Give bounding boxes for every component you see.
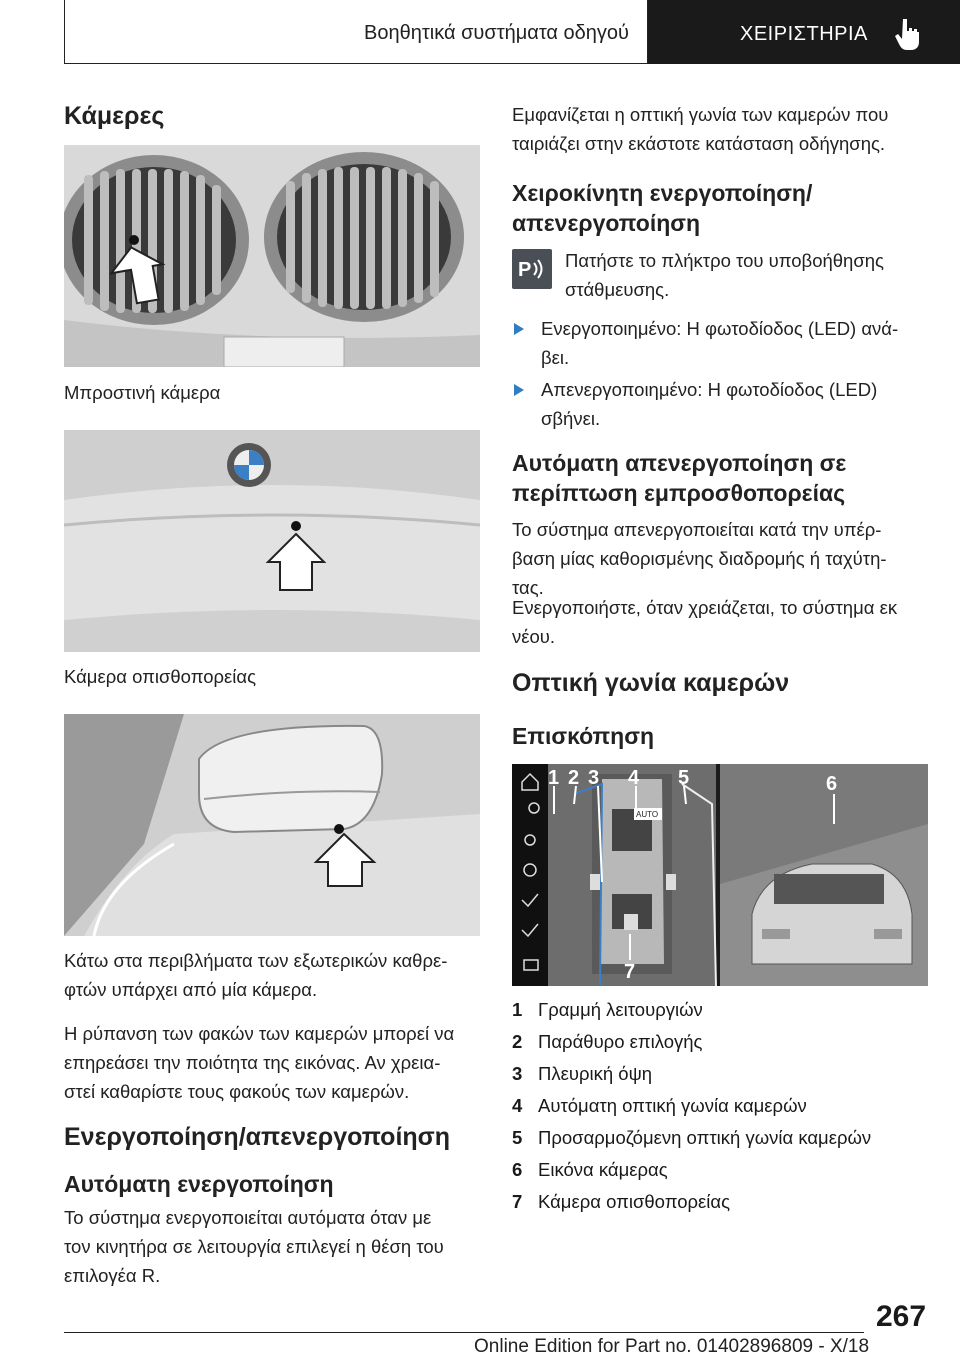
screen-label-6: 6 bbox=[826, 773, 838, 795]
dirt-text-line-2: επηρεάσει την ποιότητα της εικόνας. Αν χρεια- bbox=[64, 1052, 441, 1073]
reactivate-text-line-1: Ενεργοποιήστε, όταν χρειάζεται, το σύστημα εκ bbox=[512, 597, 898, 618]
heading-cameras: Κάμερες bbox=[64, 102, 165, 130]
screen-label-5: 5 bbox=[678, 767, 690, 789]
legend-text: Γραμμή λειτουργιών bbox=[538, 999, 703, 1020]
header-chapter-label: ΧΕΙΡΙΣΤΗΡΙΑ bbox=[740, 23, 868, 45]
auto-text-line-2: τον κινητήρα σε λειτουργία επιλεγεί η θέση του bbox=[64, 1236, 444, 1257]
camera-view-screen bbox=[512, 764, 928, 986]
screen-label-1: 1 bbox=[548, 767, 560, 789]
legend-number: 4 bbox=[512, 1095, 523, 1116]
bullet-2-line-2: σβήνει. bbox=[541, 408, 601, 429]
parking-assist-button-icon bbox=[512, 249, 552, 289]
screen-label-3: 3 bbox=[588, 767, 600, 789]
caption-front-camera: Μπροστινή κάμερα bbox=[64, 382, 221, 403]
auto-off-text-line-3: τας. bbox=[512, 577, 544, 598]
screen-label-4: 4 bbox=[628, 767, 640, 789]
heading-manual-line-1: Χειροκίνητη ενεργοποίηση/ bbox=[512, 180, 813, 206]
legend-number: 3 bbox=[512, 1063, 523, 1084]
heading-auto-off-line-1: Αυτόματη απενεργοποίηση σε bbox=[512, 450, 847, 476]
header-chapter-tab[interactable] bbox=[648, 0, 960, 64]
heading-manual-line-2: απενεργοποίηση bbox=[512, 210, 701, 236]
auto-off-text-line-1: Το σύστημα απενεργοποιείται κατά την υπέρ- bbox=[512, 519, 882, 540]
legend-text: Παράθυρο επιλογής bbox=[538, 1031, 703, 1052]
page-number: 267 bbox=[876, 1300, 927, 1333]
bullet-1-line-2: βει. bbox=[541, 347, 570, 368]
caption-rear-camera: Κάμερα οπισθοπορείας bbox=[64, 666, 256, 687]
legend-text: Εικόνα κάμερας bbox=[538, 1159, 668, 1180]
auto-off-text-line-2: βαση μίας καθορισμένης διαδρομής ή ταχύτη- bbox=[512, 548, 887, 569]
bullet-triangle-icon bbox=[514, 384, 524, 396]
screen-label-2: 2 bbox=[568, 767, 580, 789]
mirror-text-line-2: φτών υπάρχει από μία κάμερα. bbox=[64, 979, 318, 1000]
legend-text: Αυτόματη οπτική γωνία καμερών bbox=[538, 1095, 807, 1116]
mirror-text-line-1: Κάτω στα περιβλήματα των εξωτερικών καθρε- bbox=[64, 950, 448, 971]
screen-label-7: 7 bbox=[624, 961, 636, 983]
press-text-line-2: στάθμευσης. bbox=[565, 279, 670, 300]
header-section-box bbox=[64, 0, 648, 64]
legend-number: 6 bbox=[512, 1159, 523, 1180]
legend-text: Προσαρμοζόμενη οπτική γωνία καμερών bbox=[538, 1127, 872, 1148]
legend-text: Πλευρική όψη bbox=[538, 1063, 653, 1084]
bullet-2-line-1: Απενεργοποιημένο: Η φωτοδίοδος (LED) bbox=[541, 379, 878, 400]
heading-overview: Επισκόπηση bbox=[512, 723, 654, 749]
view-intro-line-2: ταιριάζει στην εκάστοτε κατάσταση οδήγησης. bbox=[512, 133, 886, 154]
auto-text-line-3: επιλογέα R. bbox=[64, 1265, 161, 1286]
legend-text: Κάμερα οπισθοπορείας bbox=[538, 1191, 730, 1212]
legend-number: 5 bbox=[512, 1127, 523, 1148]
dirt-text-line-1: Η ρύπανση των φακών των καμερών μπορεί να bbox=[64, 1023, 455, 1044]
header-section-title: Βοηθητικά συστήματα οδηγού bbox=[364, 22, 629, 44]
front-camera-image bbox=[64, 145, 480, 367]
legend-number: 7 bbox=[512, 1191, 523, 1212]
mirror-camera-image bbox=[64, 714, 480, 936]
dirt-text-line-3: στεί καθαρίστε τους φακούς των καμερών. bbox=[64, 1081, 410, 1102]
bullet-1-line-1: Ενεργοποιημένο: Η φωτοδίοδος (LED) ανά- bbox=[541, 318, 899, 339]
auto-text-line-1: Το σύστημα ενεργοποιείται αυτόματα όταν με bbox=[64, 1207, 432, 1228]
heading-activation: Ενεργοποίηση/απενεργοποίηση bbox=[64, 1123, 451, 1151]
view-intro-line-1: Εμφανίζεται η οπτική γωνία των καμερών που bbox=[512, 104, 889, 125]
heading-auto-off-line-2: περίπτωση εμπροσθοπορείας bbox=[512, 480, 846, 506]
hand-pointer-icon bbox=[894, 17, 922, 51]
footer-divider bbox=[64, 1332, 864, 1333]
heading-auto-activation: Αυτόματη ενεργοποίηση bbox=[64, 1171, 334, 1197]
press-text-line-1: Πατήστε το πλήκτρο του υποβοήθησης bbox=[565, 250, 884, 271]
bullet-triangle-icon bbox=[514, 323, 524, 335]
legend-number: 1 bbox=[512, 999, 523, 1020]
legend-number: 2 bbox=[512, 1031, 523, 1052]
auto-badge: AUTO bbox=[636, 810, 659, 819]
rear-camera-image bbox=[64, 430, 480, 652]
reactivate-text-line-2: νέου. bbox=[512, 626, 556, 647]
heading-camera-view: Οπτική γωνία καμερών bbox=[512, 669, 790, 697]
footer-edition-text: Online Edition for Part no. 01402896809 - X/18 bbox=[474, 1336, 870, 1357]
svg-text:P: P bbox=[518, 259, 532, 281]
